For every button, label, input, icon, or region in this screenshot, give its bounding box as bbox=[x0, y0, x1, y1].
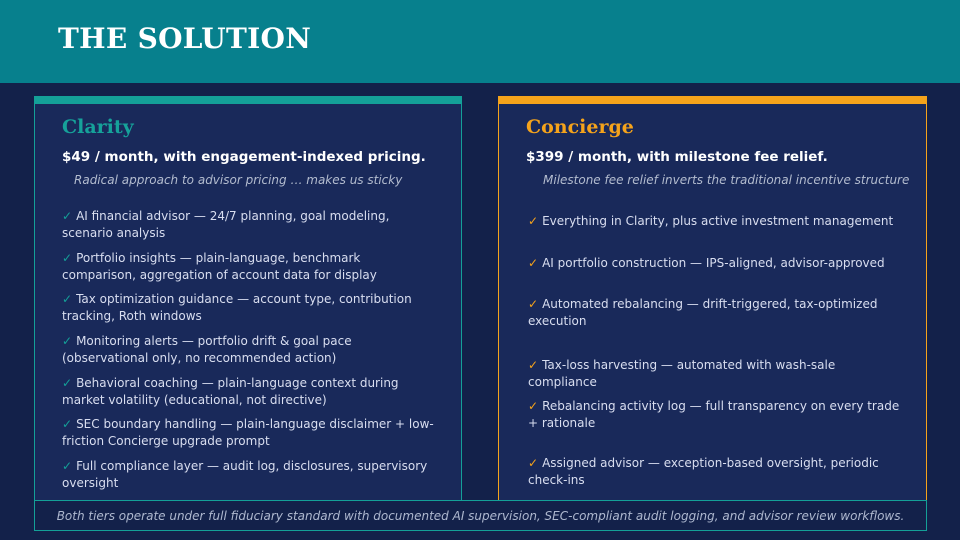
concierge-feature-text: Tax-loss harvesting — automated with wash-sale compliance bbox=[528, 358, 836, 389]
clarity-feature-text: Portfolio insights — plain-language, benchmark comparison, aggregation of account data for display bbox=[62, 251, 377, 282]
check-icon: ✓ bbox=[528, 358, 539, 372]
concierge-price: $399 / month, with milestone fee relief. bbox=[526, 149, 828, 165]
check-icon: ✓ bbox=[528, 297, 539, 311]
clarity-feature-text: Monitoring alerts — portfolio drift & goal pace (observational only, no recommended action) bbox=[62, 334, 352, 365]
check-icon: ✓ bbox=[62, 376, 73, 390]
check-icon: ✓ bbox=[62, 251, 73, 265]
concierge-title: Concierge bbox=[526, 116, 634, 138]
check-icon: ✓ bbox=[528, 214, 539, 228]
clarity-feature bbox=[62, 375, 434, 409]
concierge-feature-text: Assigned advisor — exception-based oversight, periodic check-ins bbox=[528, 456, 879, 487]
check-icon: ✓ bbox=[62, 292, 73, 306]
concierge-tagline: Milestone fee relief inverts the traditional incentive structure bbox=[543, 173, 910, 187]
concierge-feature-text: Rebalancing activity log — full transparency on every trade + rationale bbox=[528, 399, 900, 430]
clarity-card bbox=[34, 96, 462, 500]
check-icon: ✓ bbox=[528, 456, 539, 470]
check-icon: ✓ bbox=[528, 256, 539, 270]
check-icon: ✓ bbox=[62, 417, 73, 431]
concierge-feature bbox=[528, 296, 900, 330]
concierge-feature bbox=[528, 357, 900, 391]
slide-title: THE SOLUTION bbox=[58, 22, 312, 55]
clarity-feature bbox=[62, 208, 434, 242]
concierge-feature-text: AI portfolio construction — IPS-aligned, advisor-approved bbox=[542, 256, 885, 270]
footer-text: Both tiers operate under full fiduciary standard with documented AI supervision, SEC-compliant audit logging, and advisor review workflows. bbox=[56, 508, 905, 523]
clarity-feature bbox=[62, 250, 434, 284]
clarity-feature bbox=[62, 458, 434, 492]
clarity-title: Clarity bbox=[62, 116, 134, 138]
clarity-feature-text: Tax optimization guidance — account type, contribution tracking, Roth windows bbox=[62, 292, 412, 323]
check-icon: ✓ bbox=[62, 209, 73, 223]
concierge-feature bbox=[528, 398, 900, 432]
clarity-price: $49 / month, with engagement-indexed pricing. bbox=[62, 149, 426, 165]
clarity-feature-text: SEC boundary handling — plain-language disclaimer + low-friction Concierge upgrade prompt bbox=[62, 417, 434, 448]
clarity-feature-text: Behavioral coaching — plain-language context during market volatility (educational, not directive) bbox=[62, 376, 399, 407]
clarity-feature bbox=[62, 333, 434, 367]
concierge-feature-text: Everything in Clarity, plus active investment management bbox=[542, 214, 894, 228]
concierge-feature bbox=[528, 455, 900, 489]
concierge-card bbox=[498, 96, 927, 500]
concierge-feature-text: Automated rebalancing — drift-triggered, tax-optimized execution bbox=[528, 297, 878, 328]
footer-note bbox=[34, 500, 927, 531]
clarity-feature-text: Full compliance layer — audit log, disclosures, supervisory oversight bbox=[62, 459, 428, 490]
clarity-feature bbox=[62, 291, 434, 325]
check-icon: ✓ bbox=[528, 399, 539, 413]
check-icon: ✓ bbox=[62, 334, 73, 348]
clarity-feature-text: AI financial advisor — 24/7 planning, goal modeling, scenario analysis bbox=[62, 209, 390, 240]
concierge-feature bbox=[528, 213, 900, 230]
clarity-feature bbox=[62, 416, 434, 450]
check-icon: ✓ bbox=[62, 459, 73, 473]
concierge-feature bbox=[528, 255, 900, 272]
header-bar bbox=[0, 0, 960, 83]
clarity-tagline: Radical approach to advisor pricing … makes us sticky bbox=[74, 173, 403, 187]
